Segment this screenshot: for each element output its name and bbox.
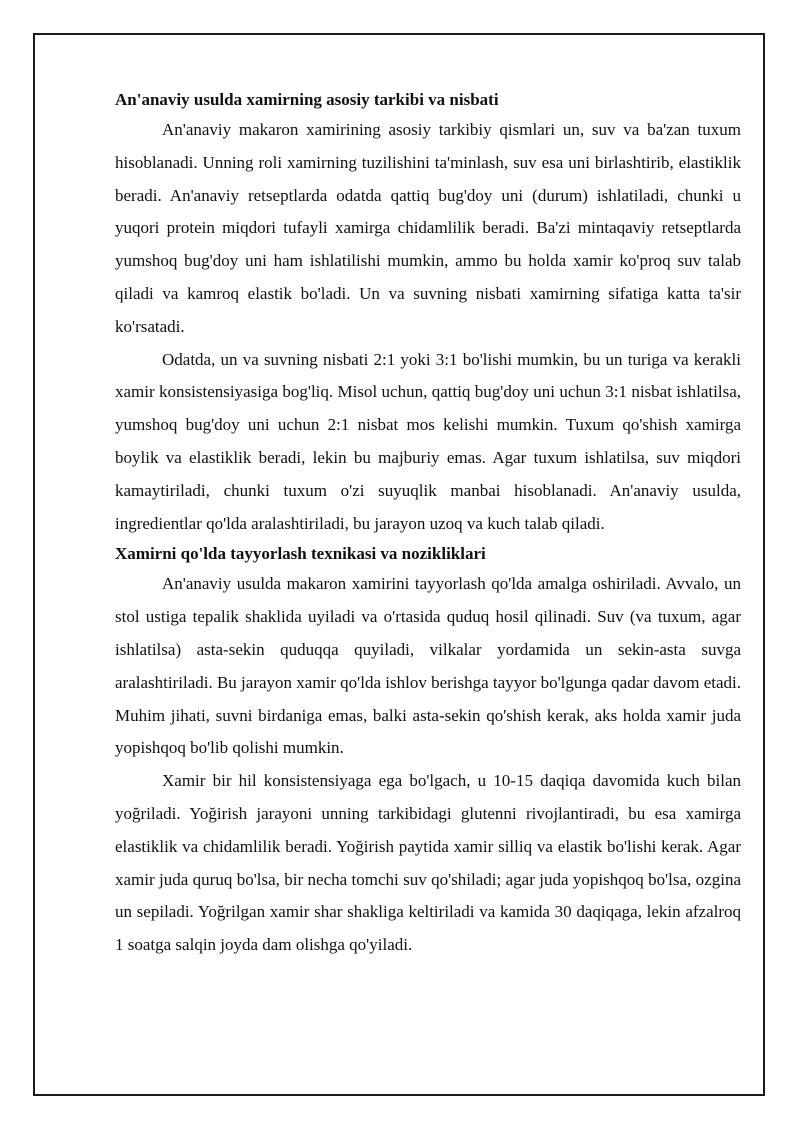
section-heading-composition: An'anaviy usulda xamirning asosiy tarkibi va nisbati <box>115 90 499 109</box>
section-heading-technique: Xamirni qo'lda tayyorlash texnikasi va nozikliklari <box>115 544 486 564</box>
paragraph: An'anaviy usulda makaron xamirini tayyorlash qo'lda amalga oshiriladi. Avvalo, un stol ustiga tepalik shaklida uyiladi va o'rtasida quduq hosil qilinadi. Suv (va tuxum, agar ishlatilsa) asta-sekin quduqqa quyiladi, vilkalar yordamida un sekin-asta suvga aralashtiriladi. Bu jarayon xamir qo'lda ishlov berishga tayyor bo'lgunga qadar davom etadi. Muhim jihati, suvni birdaniga emas, balki asta-sekin qo'shish kerak, aks holda xamir juda yopishqoq bo'lib qolishi mumkin. <box>115 574 741 758</box>
paragraph: Xamir bir hil konsistensiyaga ega bo'lgach, u 10-15 daqiqa davomida kuch bilan yoğriladi. Yoğirish jarayoni unning tarkibidagi glutenni rivojlantiradi, bu esa xamirga elastiklik va chidamlilik beradi. Yoğirish paytida xamir silliq va elastik bo'lishi kerak. Agar xamir juda quruq bo'lsa, bir necha tomchi suv qo'shiladi; agar juda yopishqoq bo'lsa, ozgina un sepiladi. Yoğrilgan xamir shar shakliga keltiriladi va kamida 30 daqiqaga, lekin afzalroq 1 soatga salqin joyda dam olishga qo'yiladi. <box>115 771 741 955</box>
paragraph: An'anaviy makaron xamirining asosiy tarkibiy qismlari un, suv va ba'zan tuxum hisoblanadi. Unning roli xamirning tuzilishini ta'minlash, suv esa uni birlashtirib, elastiklik beradi. An'anaviy retseptlarda odatda qattiq bug'doy uni (durum) ishlatiladi, chunki u yuqori protein miqdori tufayli xamirga chidamlilik beradi. Ba'zi mintaqaviy retseptlarda yumshoq bug'doy uni ham ishlatilishi mumkin, ammo bu holda xamir ko'proq suv talab qiladi va kamroq elastik bo'ladi. Un va suvning nisbati xamirning sifatiga katta ta'sir ko'rsatadi. <box>115 120 741 336</box>
paragraph: Odatda, un va suvning nisbati 2:1 yoki 3:1 bo'lishi mumkin, bu un turiga va kerakli xamir konsistensiyasiga bog'liq. Misol uchun, qattiq bug'doy uni uchun 3:1 nisbat ishlatilsa, yumshoq bug'doy uni uchun 2:1 nisbat mos kelishi mumkin. Tuxum qo'shish xamirga boylik va elastiklik beradi, lekin bu majburiy emas. Agar tuxum ishlatilsa, suv miqdori kamaytiriladi, chunki tuxum o'zi suyuqlik manbai hisoblanadi. An'anaviy usulda, ingredientlar qo'lda aralashtiriladi, bu jarayon uzoq va kuch talab qiladi. <box>115 349 741 533</box>
document-body <box>115 86 741 962</box>
